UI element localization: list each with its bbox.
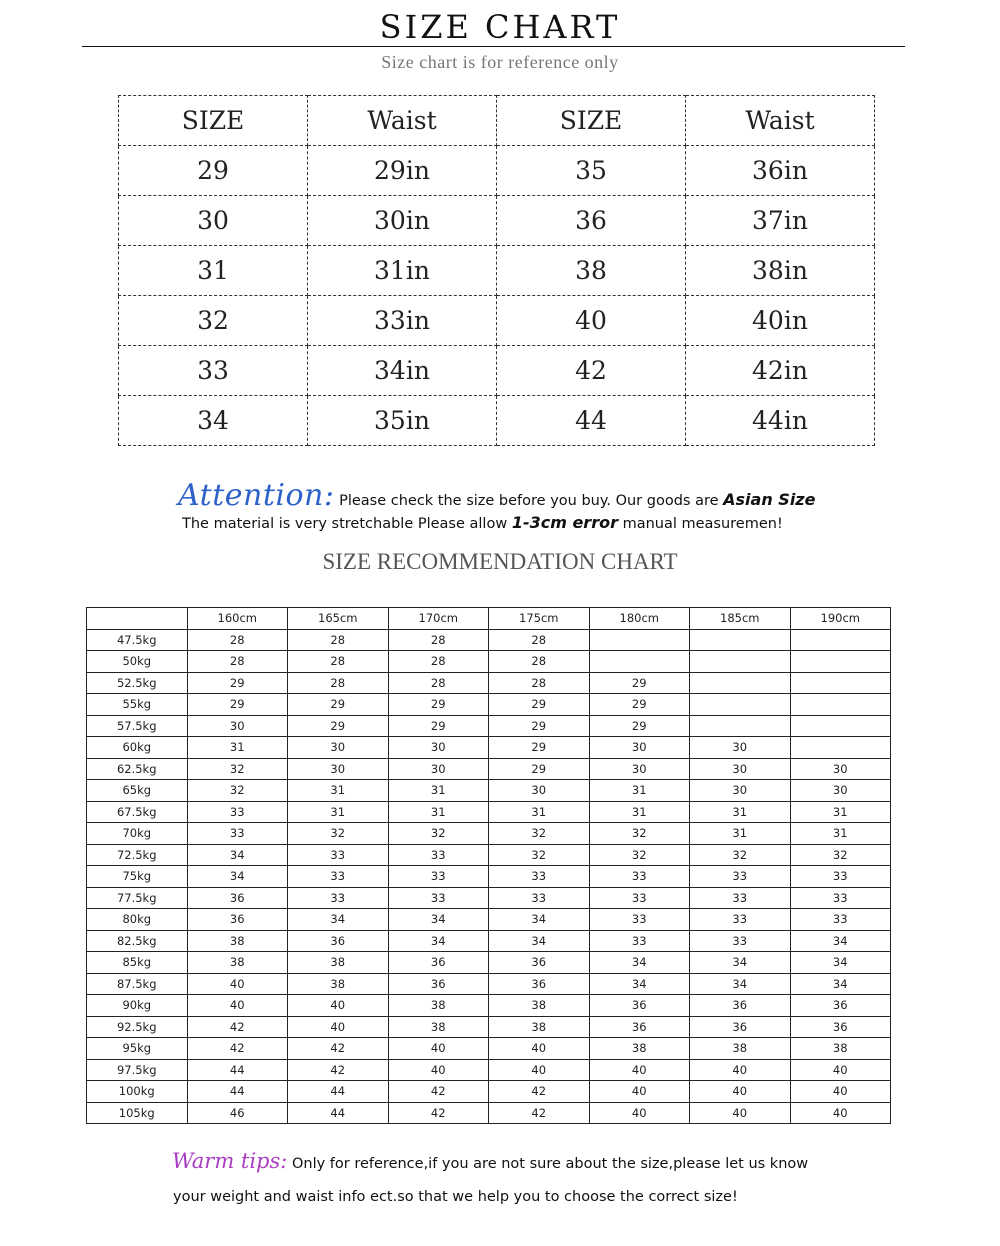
recommended-size-cell: 33 [388,844,489,866]
recommended-size-cell: 31 [388,801,489,823]
weight-label: 72.5kg [87,844,188,866]
recommended-size-cell: 32 [589,844,690,866]
table-row [87,801,891,823]
attention-text-1: Please check the size before you buy. Our goods are [334,493,724,509]
recommended-size-cell: 31 [187,737,288,759]
table-row [87,737,891,759]
recommended-size-cell: 29 [187,694,288,716]
recommended-size-cell: 33 [690,866,791,888]
table-row [87,672,891,694]
recommended-size-cell: 36 [388,973,489,995]
recommended-size-cell: 28 [187,629,288,651]
recommended-size-cell: 30 [690,737,791,759]
recommended-size-cell: 42 [187,1038,288,1060]
recommended-size-cell: 38 [187,930,288,952]
recommended-size-cell: 31 [790,823,891,845]
recommended-size-cell: 40 [690,1102,791,1124]
size-table-cell: 37in [686,196,875,246]
recommended-size-cell: 42 [388,1102,489,1124]
recommended-size-cell: 29 [388,715,489,737]
recommended-size-cell: 33 [790,887,891,909]
recommended-size-cell: 40 [690,1081,791,1103]
size-table-cell: 40in [686,296,875,346]
recommended-size-cell: 30 [589,737,690,759]
recommended-size-cell: 44 [187,1059,288,1081]
recommended-size-cell [690,672,791,694]
recommended-size-cell: 33 [288,887,389,909]
table-row [87,952,891,974]
weight-label: 97.5kg [87,1059,188,1081]
table-row [87,1102,891,1124]
recommended-size-cell: 31 [790,801,891,823]
page-subtitle: Size chart is for reference only [381,52,619,72]
recommended-size-cell: 31 [690,823,791,845]
table-row [87,930,891,952]
page-title: SIZE CHART [379,8,621,46]
recommended-size-cell: 33 [589,866,690,888]
recommended-size-cell: 30 [187,715,288,737]
recommended-size-cell: 42 [187,1016,288,1038]
recommended-size-cell: 42 [489,1102,590,1124]
weight-label: 50kg [87,651,188,673]
recommended-size-cell: 33 [288,844,389,866]
recommended-size-cell: 34 [187,844,288,866]
table-row [87,823,891,845]
recommended-size-cell: 34 [388,930,489,952]
size-table-cell: 38 [497,246,686,296]
recommended-size-cell: 38 [489,1016,590,1038]
size-table-cell: 33in [308,296,497,346]
recommended-size-cell [589,651,690,673]
size-table-cell: 38in [686,246,875,296]
weight-label: 90kg [87,995,188,1017]
recommended-size-cell: 44 [187,1081,288,1103]
recommended-size-cell: 32 [489,823,590,845]
weight-label: 75kg [87,866,188,888]
weight-label: 65kg [87,780,188,802]
table-row [87,780,891,802]
recommended-size-cell: 28 [288,651,389,673]
attention-text-2: The material is very stretchable Please allow [182,516,512,532]
attention-error-range: 1-3cm error [511,513,618,532]
recommended-size-cell: 34 [690,973,791,995]
recommended-size-cell [790,629,891,651]
recommended-size-cell: 36 [187,909,288,931]
recommended-size-cell: 29 [489,737,590,759]
recommended-size-cell: 32 [489,844,590,866]
weight-label: 70kg [87,823,188,845]
recommended-size-cell: 32 [388,823,489,845]
recommended-size-cell [790,651,891,673]
recommended-size-cell: 33 [187,823,288,845]
recommended-size-cell: 29 [489,715,590,737]
table-row [87,715,891,737]
recommended-size-cell: 30 [690,758,791,780]
recommended-size-cell: 30 [589,758,690,780]
recommended-size-cell: 40 [388,1038,489,1060]
height-header: 165cm [288,608,389,630]
size-waist-table [118,95,875,446]
weight-label: 57.5kg [87,715,188,737]
recommended-size-cell: 38 [790,1038,891,1060]
recommended-size-cell: 40 [388,1059,489,1081]
table-row [87,758,891,780]
recommended-size-cell: 28 [388,651,489,673]
recommendation-title: SIZE RECOMMENDATION CHART [322,549,678,574]
warm-tips-text-1: Only for reference,if you are not sure about the size,please let us know [287,1156,809,1172]
warm-tips [172,1149,808,1173]
size-table-cell: 30 [119,196,308,246]
recommended-size-cell: 34 [489,909,590,931]
recommended-size-cell: 33 [790,909,891,931]
recommended-size-cell: 38 [288,973,389,995]
table-row [87,1081,891,1103]
recommended-size-cell: 40 [690,1059,791,1081]
recommended-size-cell: 30 [489,780,590,802]
recommended-size-cell: 33 [489,866,590,888]
recommended-size-cell: 40 [790,1059,891,1081]
table-row [87,844,891,866]
table-row [87,887,891,909]
table-row [87,973,891,995]
recommended-size-cell: 33 [589,930,690,952]
recommended-size-cell: 36 [790,995,891,1017]
table-row [119,196,875,246]
size-table-cell: 36 [497,196,686,246]
height-header: 160cm [187,608,288,630]
weight-label: 85kg [87,952,188,974]
recommended-size-cell: 29 [489,694,590,716]
recommended-size-cell: 38 [187,952,288,974]
table-row [87,1059,891,1081]
weight-label: 80kg [87,909,188,931]
table-row [119,396,875,446]
recommended-size-cell [790,672,891,694]
recommended-size-cell: 40 [489,1038,590,1060]
recommended-size-cell [589,629,690,651]
recommended-size-cell: 38 [690,1038,791,1060]
attention-text-3: manual measuremen! [617,516,783,532]
weight-label: 67.5kg [87,801,188,823]
recommended-size-cell: 30 [790,780,891,802]
table-row [87,1016,891,1038]
recommended-size-cell: 38 [388,995,489,1017]
recommended-size-cell: 40 [589,1081,690,1103]
size-table-cell: 35 [497,146,686,196]
recommended-size-cell: 36 [690,995,791,1017]
recommended-size-cell [790,715,891,737]
weight-label: 77.5kg [87,887,188,909]
recommended-size-cell: 40 [790,1102,891,1124]
recommended-size-cell: 40 [790,1081,891,1103]
weight-label: 82.5kg [87,930,188,952]
recommended-size-cell: 33 [589,909,690,931]
recommended-size-cell: 40 [489,1059,590,1081]
recommended-size-cell: 33 [388,866,489,888]
weight-label: 52.5kg [87,672,188,694]
recommended-size-cell: 34 [790,952,891,974]
recommended-size-cell [690,651,791,673]
height-header: 170cm [388,608,489,630]
recommended-size-cell: 32 [187,758,288,780]
warm-tips-label: Warm tips: [172,1149,288,1173]
recommended-size-cell: 36 [489,973,590,995]
recommended-size-cell: 28 [187,651,288,673]
table-row [87,629,891,651]
recommended-size-cell: 30 [388,758,489,780]
recommended-size-cell: 29 [589,715,690,737]
weight-label: 47.5kg [87,629,188,651]
recommendation-header-row [87,608,891,630]
recommended-size-cell: 44 [288,1102,389,1124]
recommended-size-cell: 29 [288,715,389,737]
recommended-size-cell: 29 [288,694,389,716]
size-table-cell: 42 [497,346,686,396]
recommended-size-cell: 36 [790,1016,891,1038]
weight-label: 105kg [87,1102,188,1124]
recommended-size-cell: 46 [187,1102,288,1124]
recommended-size-cell: 29 [489,758,590,780]
recommended-size-cell: 29 [589,672,690,694]
recommended-size-cell: 36 [589,995,690,1017]
size-table-cell: 32 [119,296,308,346]
weight-label: 100kg [87,1081,188,1103]
recommended-size-cell: 33 [388,887,489,909]
recommended-size-cell: 42 [489,1081,590,1103]
height-header: 175cm [489,608,590,630]
recommended-size-cell: 30 [690,780,791,802]
recommended-size-cell: 32 [790,844,891,866]
weight-label: 55kg [87,694,188,716]
recommended-size-cell: 30 [288,758,389,780]
size-table-cell: 40 [497,296,686,346]
recommended-size-cell: 38 [388,1016,489,1038]
recommended-size-cell: 40 [589,1059,690,1081]
recommended-size-cell: 33 [187,801,288,823]
recommended-size-cell: 33 [288,866,389,888]
recommended-size-cell: 38 [489,995,590,1017]
weight-label: 95kg [87,1038,188,1060]
recommended-size-cell: 31 [288,780,389,802]
size-table-header: Waist [686,96,875,146]
recommended-size-cell [690,629,791,651]
weight-label: 62.5kg [87,758,188,780]
height-header: 185cm [690,608,791,630]
weight-label: 87.5kg [87,973,188,995]
size-table-cell: 30in [308,196,497,246]
recommended-size-cell: 36 [187,887,288,909]
recommended-size-cell: 28 [288,672,389,694]
size-table-cell: 29 [119,146,308,196]
size-table-cell: 34 [119,396,308,446]
recommended-size-cell: 33 [790,866,891,888]
recommended-size-cell: 34 [589,973,690,995]
table-row [87,1038,891,1060]
table-row [119,146,875,196]
recommended-size-cell: 40 [187,995,288,1017]
recommended-size-cell: 38 [589,1038,690,1060]
table-row [87,651,891,673]
size-table-cell: 31 [119,246,308,296]
recommended-size-cell: 34 [288,909,389,931]
recommended-size-cell: 36 [690,1016,791,1038]
weight-label: 60kg [87,737,188,759]
recommended-size-cell [790,737,891,759]
recommended-size-cell: 31 [690,801,791,823]
recommended-size-cell: 31 [388,780,489,802]
recommended-size-cell: 33 [690,887,791,909]
recommended-size-cell: 31 [589,780,690,802]
size-table-cell: 31in [308,246,497,296]
size-table-cell: 33 [119,346,308,396]
recommended-size-cell: 30 [388,737,489,759]
recommended-size-cell: 28 [388,672,489,694]
recommended-size-cell: 36 [489,952,590,974]
recommended-size-cell: 28 [288,629,389,651]
recommended-size-cell: 34 [489,930,590,952]
recommended-size-cell [790,694,891,716]
title-divider [82,46,905,47]
size-table-cell: 29in [308,146,497,196]
recommended-size-cell: 33 [690,930,791,952]
size-table-cell: 36in [686,146,875,196]
recommended-size-cell: 34 [690,952,791,974]
recommended-size-cell: 40 [187,973,288,995]
recommended-size-cell: 32 [690,844,791,866]
recommended-size-cell [690,715,791,737]
recommended-size-cell: 29 [589,694,690,716]
recommended-size-cell: 33 [589,887,690,909]
size-table-cell: 44in [686,396,875,446]
recommended-size-cell: 30 [288,737,389,759]
recommended-size-cell: 38 [288,952,389,974]
size-table-cell: 44 [497,396,686,446]
table-row [119,346,875,396]
size-recommendation-table [86,607,891,1124]
recommended-size-cell: 31 [489,801,590,823]
recommended-size-cell: 34 [388,909,489,931]
attention-notice [178,478,938,513]
table-row [87,909,891,931]
recommended-size-cell: 42 [288,1059,389,1081]
size-table-header-row [119,96,875,146]
size-table-cell: 35in [308,396,497,446]
recommended-size-cell: 29 [388,694,489,716]
recommended-size-cell: 42 [388,1081,489,1103]
recommended-size-cell: 40 [288,1016,389,1038]
table-row [119,296,875,346]
recommended-size-cell: 28 [388,629,489,651]
recommendation-corner-cell [87,608,188,630]
recommended-size-cell: 34 [187,866,288,888]
recommended-size-cell: 32 [187,780,288,802]
recommended-size-cell: 28 [489,651,590,673]
table-row [119,246,875,296]
recommended-size-cell: 33 [489,887,590,909]
recommended-size-cell: 34 [790,973,891,995]
recommended-size-cell: 30 [790,758,891,780]
weight-label: 92.5kg [87,1016,188,1038]
recommended-size-cell: 33 [690,909,791,931]
recommended-size-cell: 31 [288,801,389,823]
table-row [87,866,891,888]
recommended-size-cell: 28 [489,672,590,694]
height-header: 190cm [790,608,891,630]
attention-notice-line2 [182,513,942,533]
recommended-size-cell: 42 [288,1038,389,1060]
recommended-size-cell: 36 [388,952,489,974]
size-table-cell: 34in [308,346,497,396]
recommended-size-cell: 34 [589,952,690,974]
attention-label: Attention: [178,478,335,513]
table-row [87,995,891,1017]
recommended-size-cell: 32 [288,823,389,845]
warm-tips-text-2: your weight and waist info ect.so that we help you to choose the correct size! [173,1189,738,1205]
recommended-size-cell: 36 [288,930,389,952]
recommended-size-cell [690,694,791,716]
size-table-cell: 42in [686,346,875,396]
recommended-size-cell: 40 [589,1102,690,1124]
recommended-size-cell: 40 [288,995,389,1017]
recommended-size-cell: 32 [589,823,690,845]
size-table-header: SIZE [119,96,308,146]
recommended-size-cell: 29 [187,672,288,694]
recommended-size-cell: 44 [288,1081,389,1103]
size-table-header: SIZE [497,96,686,146]
recommended-size-cell: 31 [589,801,690,823]
recommended-size-cell: 36 [589,1016,690,1038]
size-table-header: Waist [308,96,497,146]
recommended-size-cell: 28 [489,629,590,651]
recommended-size-cell: 34 [790,930,891,952]
attention-asian-size: Asian Size [723,490,816,509]
height-header: 180cm [589,608,690,630]
table-row [87,694,891,716]
